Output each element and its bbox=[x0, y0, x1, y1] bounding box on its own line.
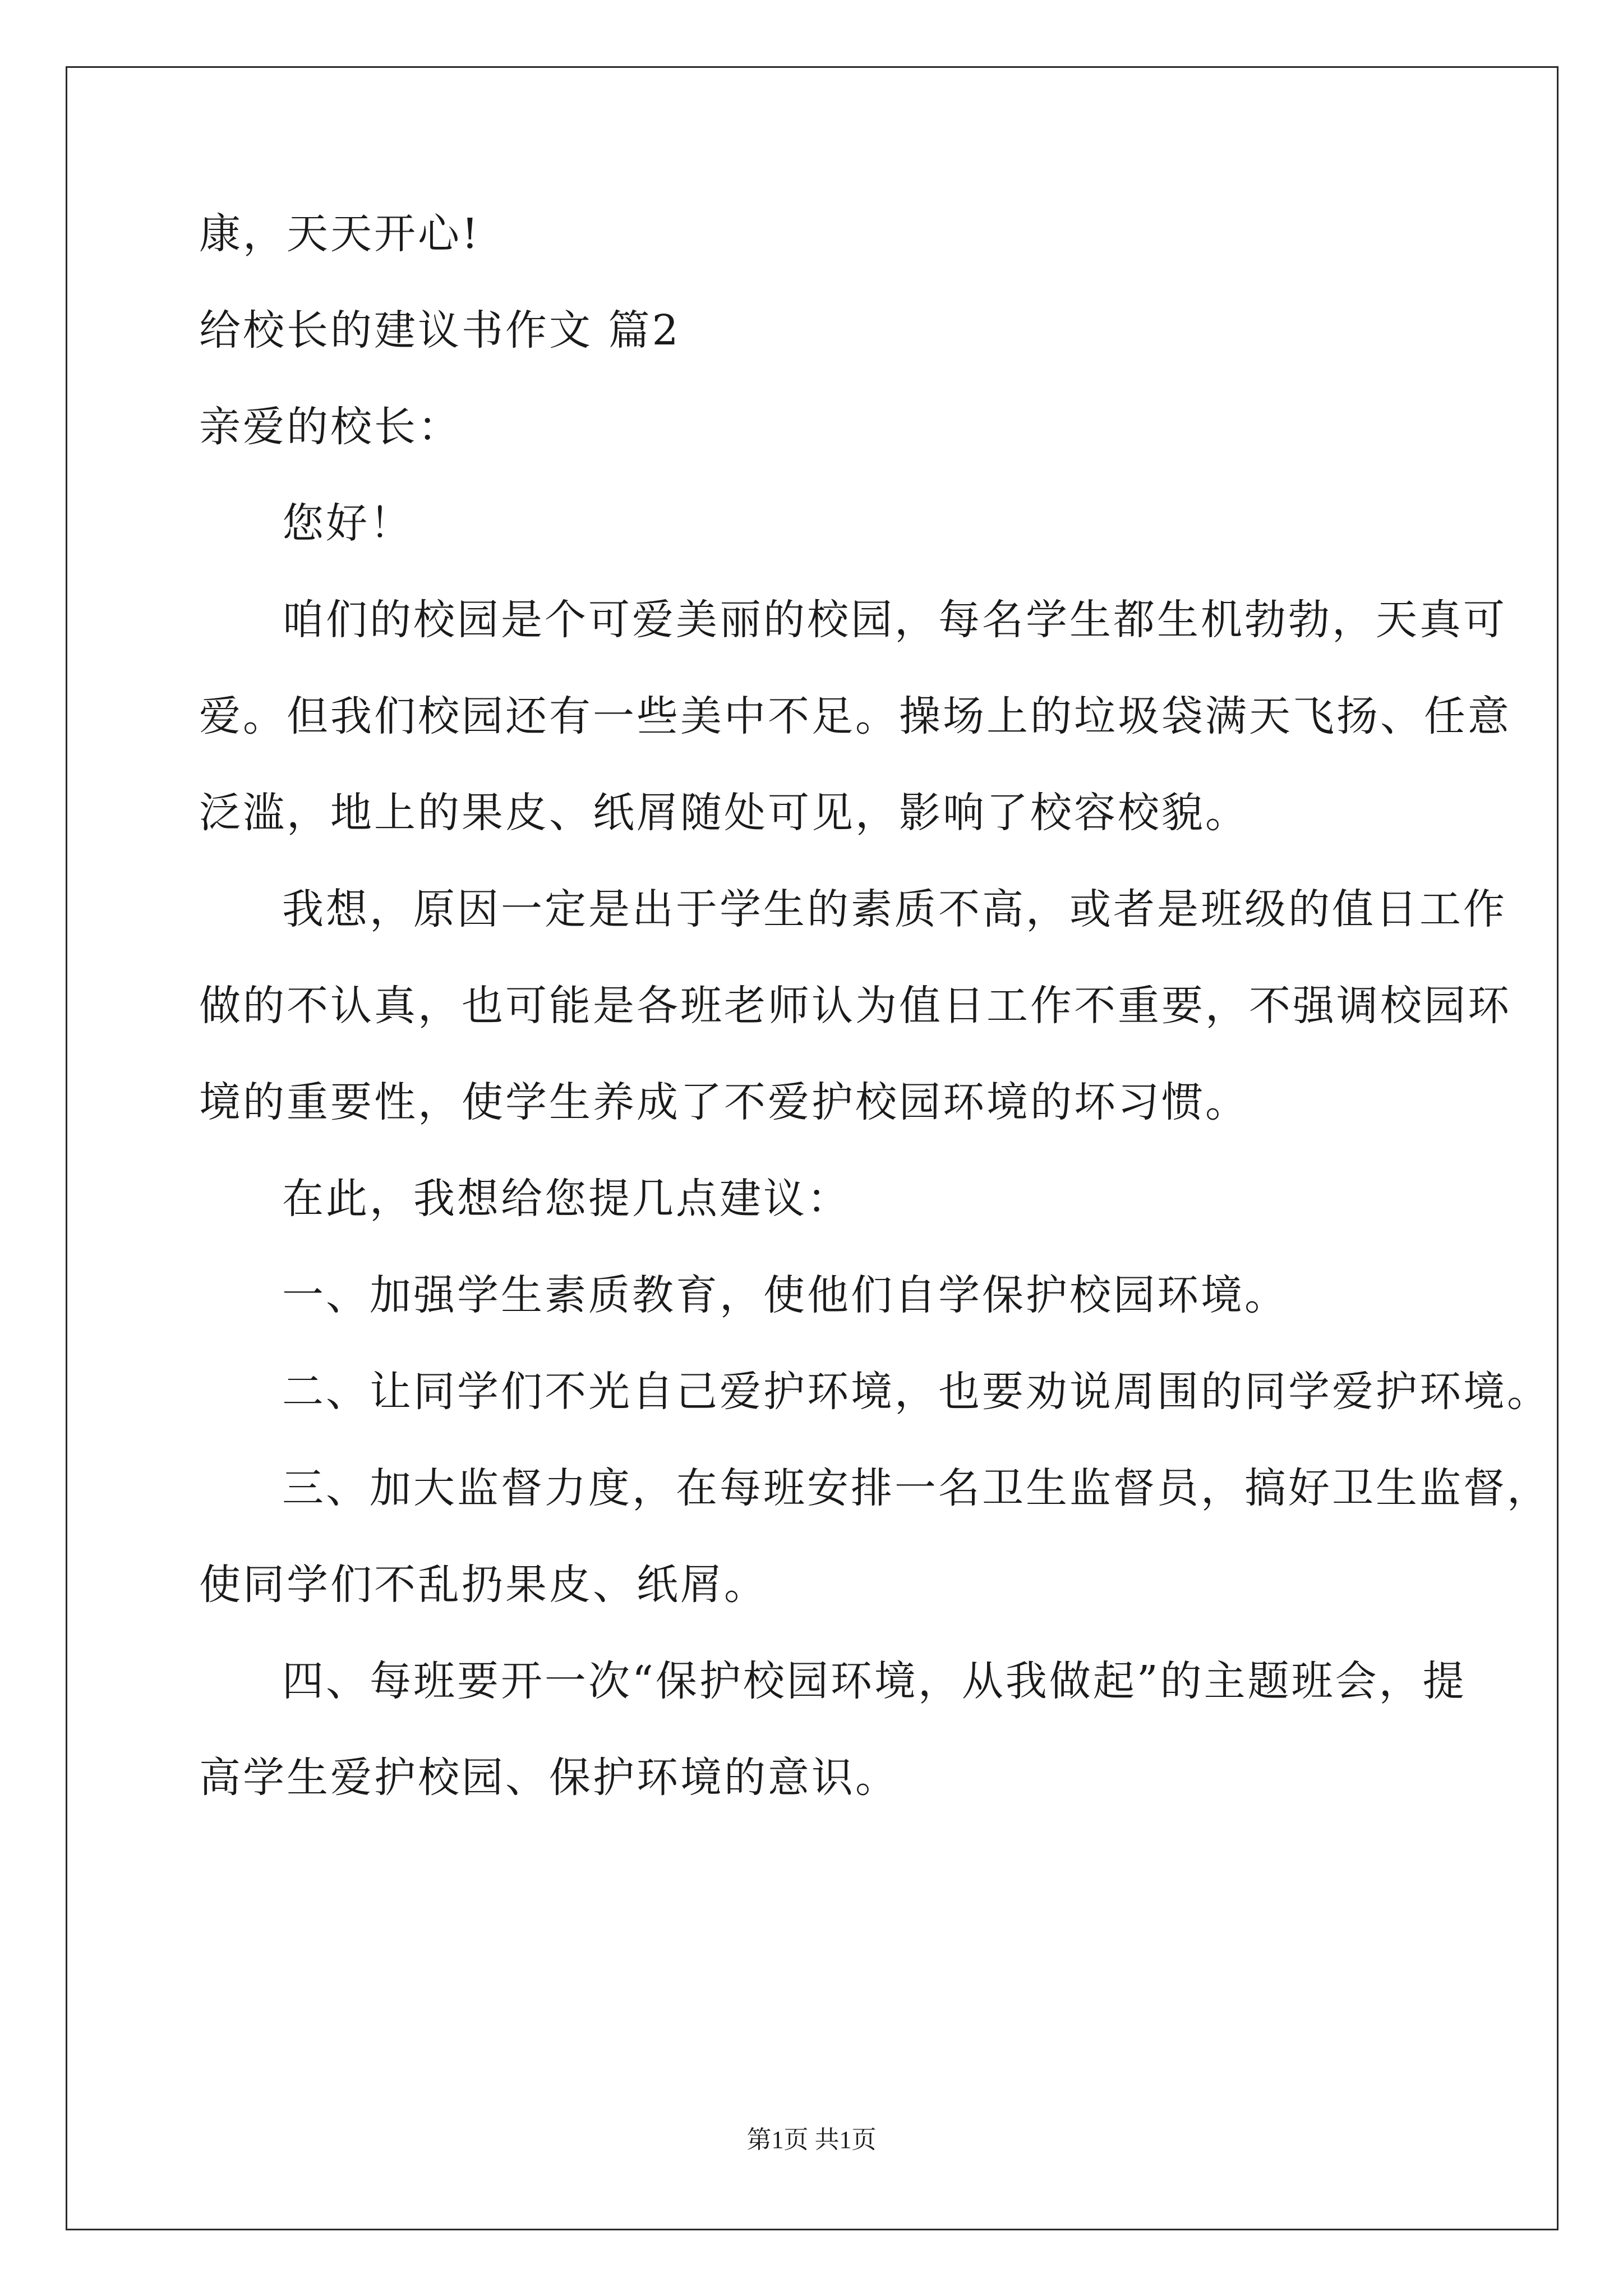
text-line: 在此，我想给您提几点建议： bbox=[282, 1175, 851, 1223]
text-line: 高学生爱护校园、保护环境的意识。 bbox=[199, 1754, 899, 1802]
article-heading: 给校长的建议书作文 篇2 bbox=[199, 306, 681, 355]
text-line: 泛滥，地上的果皮、纸屑随处可见，影响了校容校貌。 bbox=[199, 789, 1249, 837]
text-line: 使同学们不乱扔果皮、纸屑。 bbox=[199, 1561, 768, 1609]
greeting: 您好！ bbox=[282, 499, 413, 547]
page-border bbox=[66, 66, 1559, 2230]
page-number: 第1页 共1页 bbox=[746, 2126, 877, 2154]
suggestion-item: 二、让同学们不光自己爱护环境，也要劝说周围的同学爱护环境。 bbox=[282, 1368, 1551, 1416]
salutation: 亲爱的校长： bbox=[199, 403, 462, 451]
text-line: 康，天天开心! bbox=[199, 210, 481, 258]
text-line: 做的不认真，也可能是各班老师认为值日工作不重要，不强调校园环 bbox=[199, 982, 1511, 1030]
text-line: 境的重要性，使学生养成了不爱护校园环境的坏习惯。 bbox=[199, 1078, 1249, 1126]
text-line: 我想，原因一定是出于学生的素质不高，或者是班级的值日工作 bbox=[282, 885, 1507, 933]
suggestion-item: 一、加强学生素质教育，使他们自学保护校园环境。 bbox=[282, 1271, 1288, 1319]
suggestion-item: 四、每班要开一次“保护校园环境，从我做起”的主题班会，提 bbox=[282, 1657, 1467, 1705]
text-line: 咱们的校园是个可爱美丽的校园，每名学生都生机勃勃，天真可 bbox=[282, 596, 1507, 644]
text-line: 爱。但我们校园还有一些美中不足。操场上的垃圾袋满天飞扬、任意 bbox=[199, 692, 1511, 740]
suggestion-item: 三、加大监督力度，在每班安排一名卫生监督员，搞好卫生监督， bbox=[282, 1464, 1551, 1512]
